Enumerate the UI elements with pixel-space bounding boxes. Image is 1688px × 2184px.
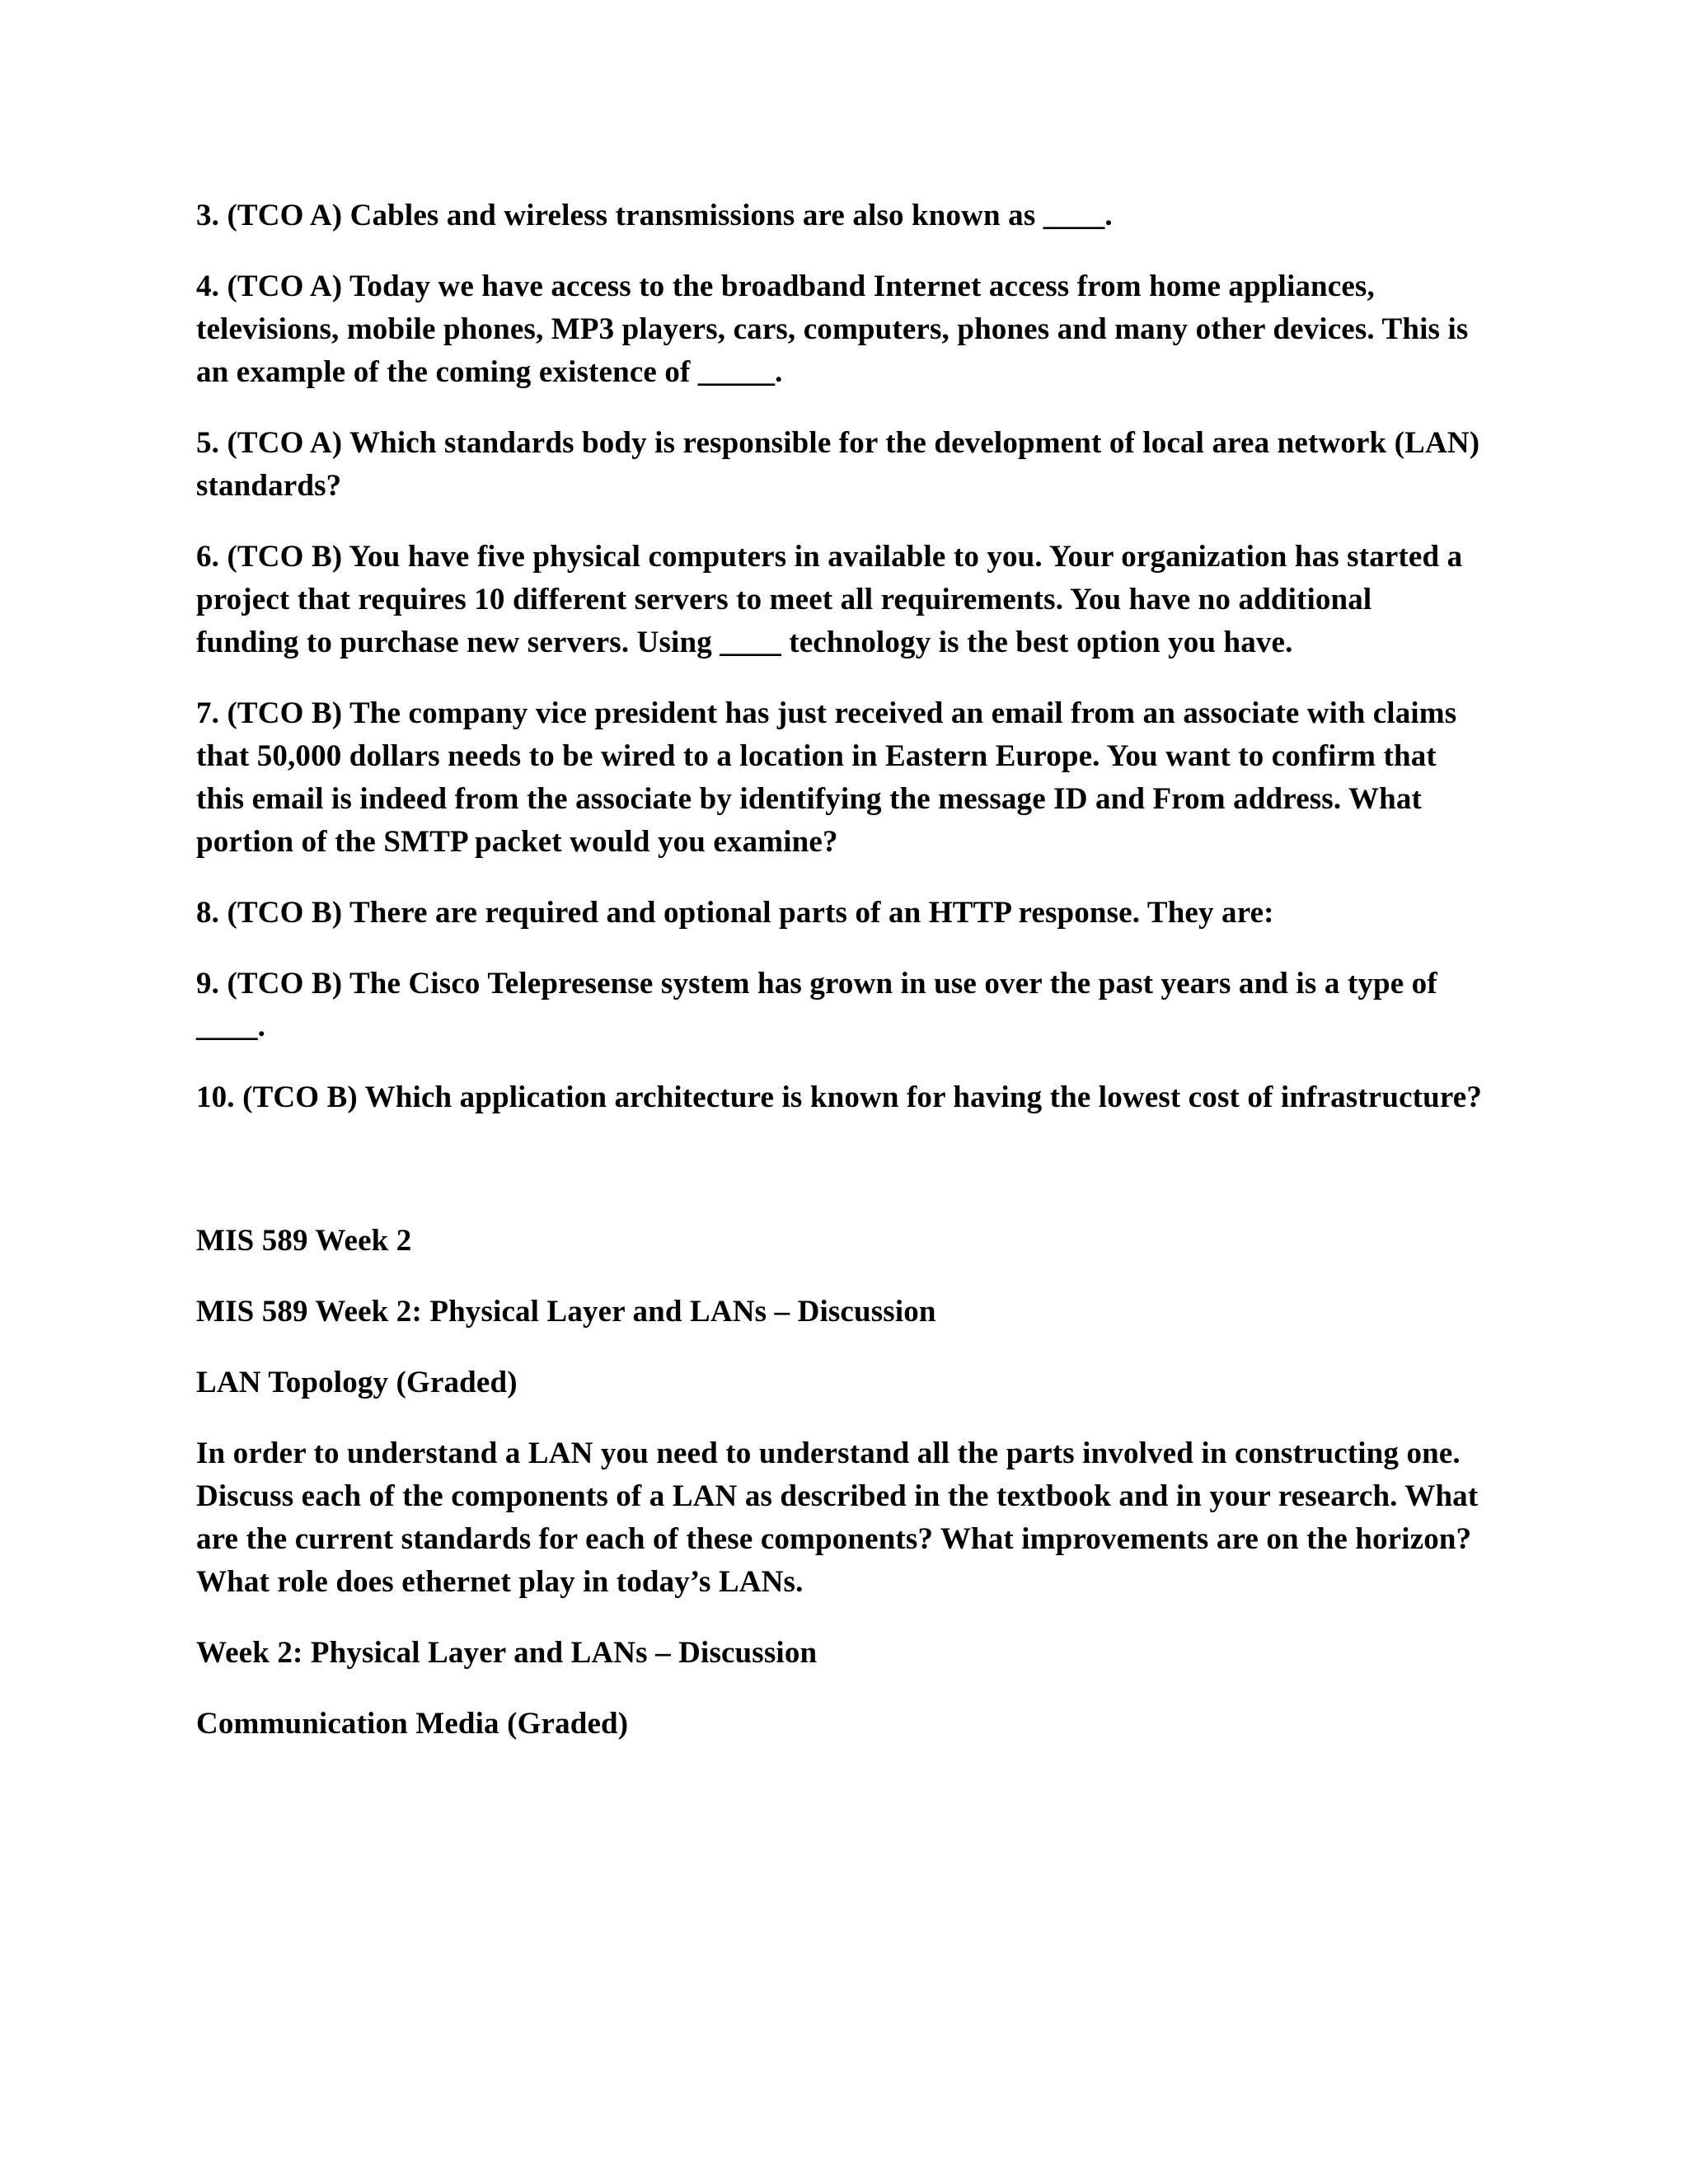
week-heading: MIS 589 Week 2 — [196, 1224, 412, 1258]
discussion-1-title: MIS 589 Week 2: Physical Layer and LANs – Discussion — [196, 1295, 936, 1329]
question-6: 6. (TCO B) You have five physical computers in available to you. Your organization has started a project that requires 10 different servers to meet all requirements. You have no additional funding to purchase new servers. Using ____ technology is the best option you have. — [196, 540, 1463, 659]
discussion-1-topic: LAN Topology (Graded) — [196, 1366, 518, 1399]
question-7: 7. (TCO B) The company vice president has just received an email from an associate with claims that 50,000 dollars needs to be wired to a location in Eastern Europe. You want to confirm that this email is indeed from the associate by identifying the message ID and From address. What portion of the SMTP packet would you examine? — [196, 696, 1457, 859]
document-content — [196, 194, 1482, 1774]
question-8: 8. (TCO B) There are required and optional parts of an HTTP response. They are: — [196, 896, 1274, 930]
question-5: 5. (TCO A) Which standards body is responsible for the development of local area network (LAN) standards? — [196, 426, 1480, 503]
question-9: 9. (TCO B) The Cisco Telepresense system has grown in use over the past years and is a type of ____. — [196, 967, 1437, 1043]
question-3: 3. (TCO A) Cables and wireless transmissions are also known as ____. — [196, 199, 1113, 232]
question-10: 10. (TCO B) Which application architecture is known for having the lowest cost of infrastructure? — [196, 1080, 1482, 1114]
question-4: 4. (TCO A) Today we have access to the broadband Internet access from home appliances, televisions, mobile phones, MP3 players, cars, computers, phones and many other devices. This is an example of the coming existence of _____. — [196, 269, 1469, 389]
discussion-1-body: In order to understand a LAN you need to understand all the parts involved in constructing one. Discuss each of the components of a LAN as described in the textbook and in your research. What are the current standards for each of these components? What improvements are on the horizon? What role does ethernet play in today’s LANs. — [196, 1436, 1479, 1599]
discussion-2-topic: Communication Media (Graded) — [196, 1707, 629, 1741]
discussion-2-title: Week 2: Physical Layer and LANs – Discussion — [196, 1636, 818, 1670]
